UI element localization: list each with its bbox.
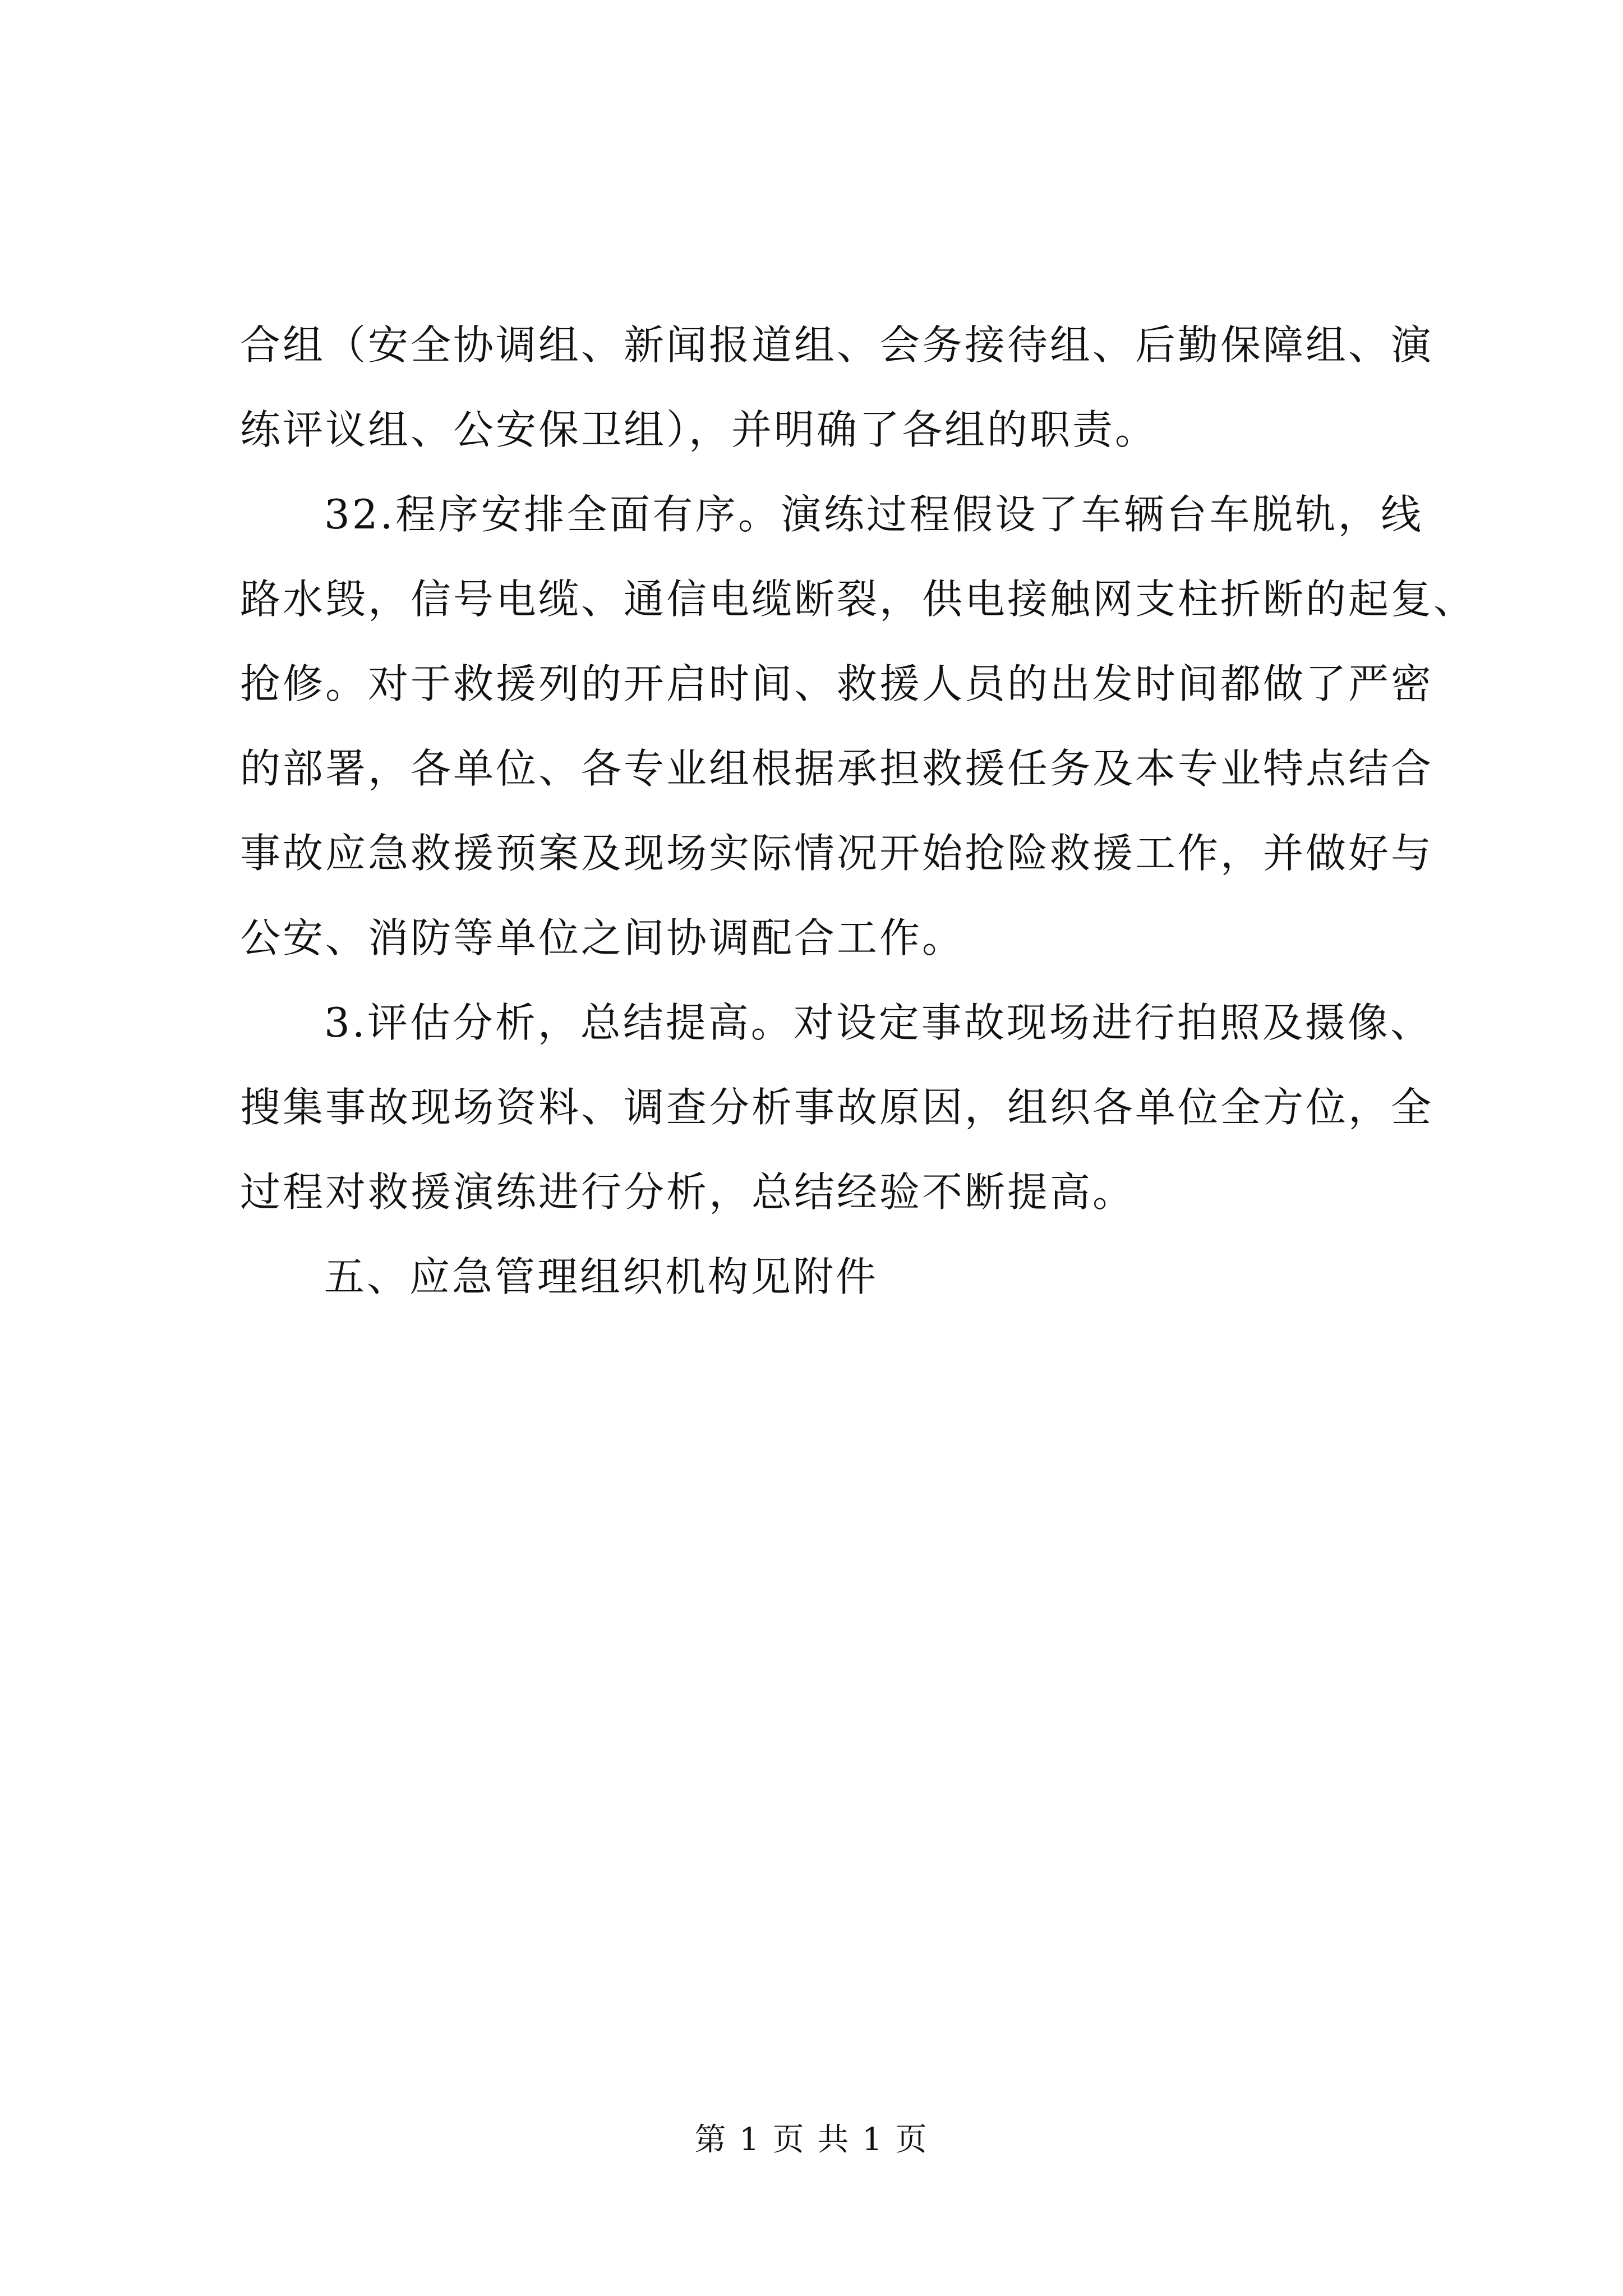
text-line: 搜集事故现场资料、调查分析事故原因，组织各单位全方位，全 [240, 1084, 1434, 1131]
text-line: 的部署，各单位、各专业组根据承担救援任务及本专业特点结合 [240, 745, 1434, 792]
text-line: 公安、消防等单位之间协调配合工作。 [240, 914, 965, 961]
text-line: 练评议组、公安保卫组），并明确了各组的职责。 [240, 406, 1158, 453]
text-line: 3.评估分析，总结提高。对设定事故现场进行拍照及摄像、 [324, 999, 1433, 1046]
text-line: 过程对救援演练进行分析，总结经验不断提高。 [240, 1168, 1136, 1216]
document-body [240, 303, 1477, 1319]
text-line: 事故应急救援预案及现场实际情况开始抢险救援工作，并做好与 [240, 830, 1434, 877]
section-heading: 五、应急管理组织机构见附件 [324, 1253, 879, 1300]
text-line: 32.程序安排全面有序。演练过程假设了车辆台车脱轨，线 [324, 491, 1423, 538]
text-line: 抢修。对于救援列的开启时间、救援人员的出发时间都做了严密 [240, 660, 1434, 707]
text-line: 合组（安全协调组、新闻报道组、会务接待组、后勤保障组、演 [240, 321, 1434, 369]
text-line: 路水毁，信号电缆、通信电缆断裂，供电接触网支柱折断的起复、 [240, 576, 1477, 623]
page-footer: 第 1 页 共 1 页 [694, 2122, 929, 2158]
